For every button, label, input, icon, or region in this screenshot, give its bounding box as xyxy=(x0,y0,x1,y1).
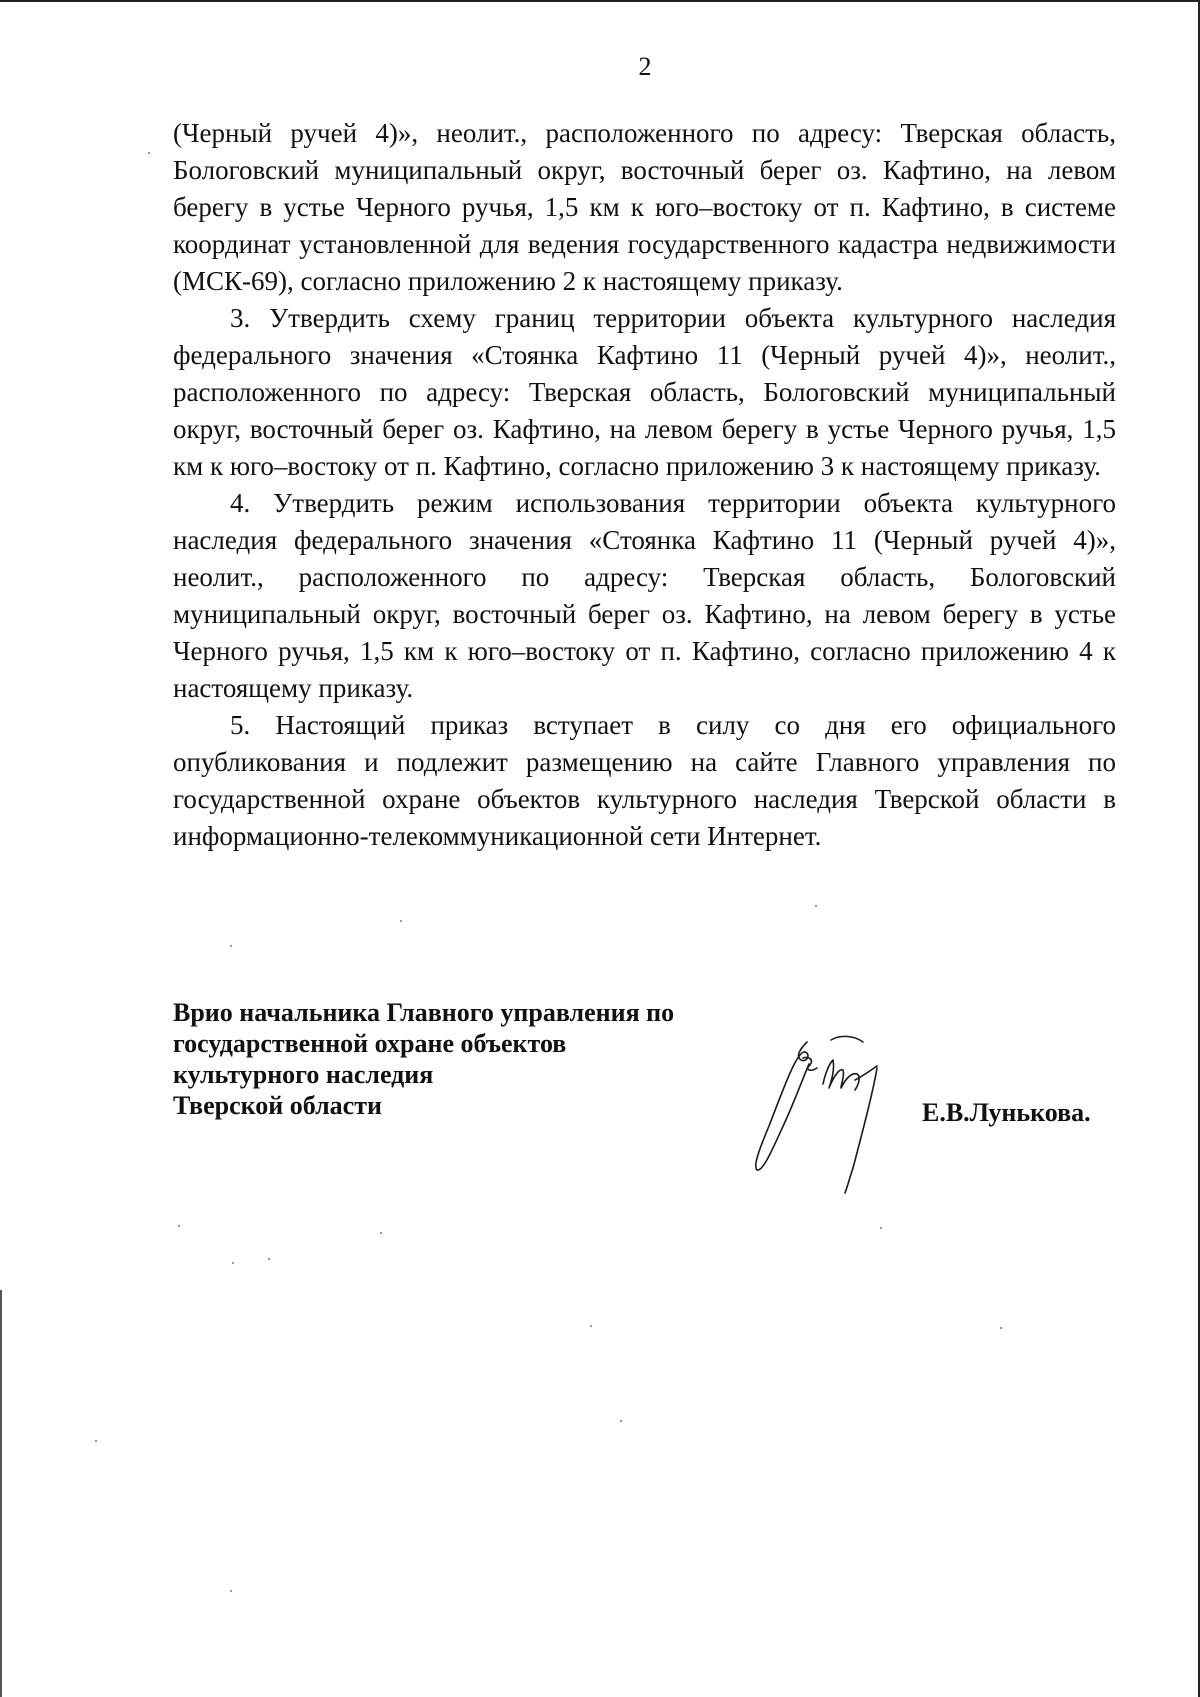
paragraph-item-3: 3. Утвердить схему границ территории объекта культурного наследия федерального значения «Стоянка Кафтино 11 (Черный ручей 4)», неолит., расположенного по адресу: Тверская область, Бологовский муниципальный округ, восточный берег оз. Кафтино, на левом берегу в устье Черного ручья, 1,5 км к юго–востоку от п. Кафтино, согласно приложению 3 к настоящему приказу. xyxy=(173,303,1116,481)
scan-edge-top xyxy=(0,0,1200,2)
scan-speck xyxy=(230,1590,232,1592)
signatory-position-line: государственной охране объектов xyxy=(173,1029,567,1058)
paragraph-continuation: (Черный ручей 4)», неолит., расположенного по адресу: Тверская область, Бологовский муниципальный округ, восточный берег оз. Кафтино, на левом берегу в устье Черного ручья, 1,5 км к юго–востоку от п. Кафтино, в системе координат установленной для ведения государственного кадастра недвижимости (МСК-69), согласно приложению 2 к настоящему приказу. xyxy=(173,118,1116,296)
signatory-position-line: Тверской области xyxy=(173,1091,382,1120)
page-number: 2 xyxy=(638,52,652,81)
scan-speck xyxy=(380,1232,382,1234)
document-body xyxy=(173,115,1116,855)
scan-speck xyxy=(815,905,817,907)
scan-speck xyxy=(590,1325,592,1327)
paragraph-item-4: 4. Утвердить режим использования территории объекта культурного наследия федерального значения «Стоянка Кафтино 11 (Черный ручей 4)», неолит., расположенного по адресу: Тверская область, Бологовский муниципальный округ, восточный берег оз. Кафтино, на левом берегу в устье Черного ручья, 1,5 км к юго–востоку от п. Кафтино, согласно приложению 4 к настоящему приказу. xyxy=(173,488,1116,703)
scan-speck xyxy=(1000,1327,1002,1329)
scan-speck xyxy=(148,152,150,154)
signatory-position-line: Врио начальника Главного управления по xyxy=(173,998,675,1027)
scan-speck xyxy=(880,1227,882,1229)
scan-speck xyxy=(400,920,402,922)
scan-speck xyxy=(268,1258,270,1260)
signatory-position-line: культурного наследия xyxy=(173,1060,434,1089)
scan-speck xyxy=(230,945,232,947)
handwritten-signature-icon xyxy=(745,1030,925,1195)
paragraph-item-5: 5. Настоящий приказ вступает в силу со дня его официального опубликования и подлежит размещению на сайте Главного управления по государственной охране объектов культурного наследия Тверской области в информационно-телекоммуникационной сети Интернет. xyxy=(173,710,1116,851)
scan-edge-left xyxy=(0,1290,2,1697)
signatory-position xyxy=(173,997,773,1121)
signatory-name: Е.В.Лунькова. xyxy=(922,1098,1091,1127)
scan-speck xyxy=(232,1262,234,1264)
scan-speck xyxy=(95,1440,97,1442)
scan-speck xyxy=(620,1420,622,1422)
scan-speck xyxy=(178,1225,180,1227)
